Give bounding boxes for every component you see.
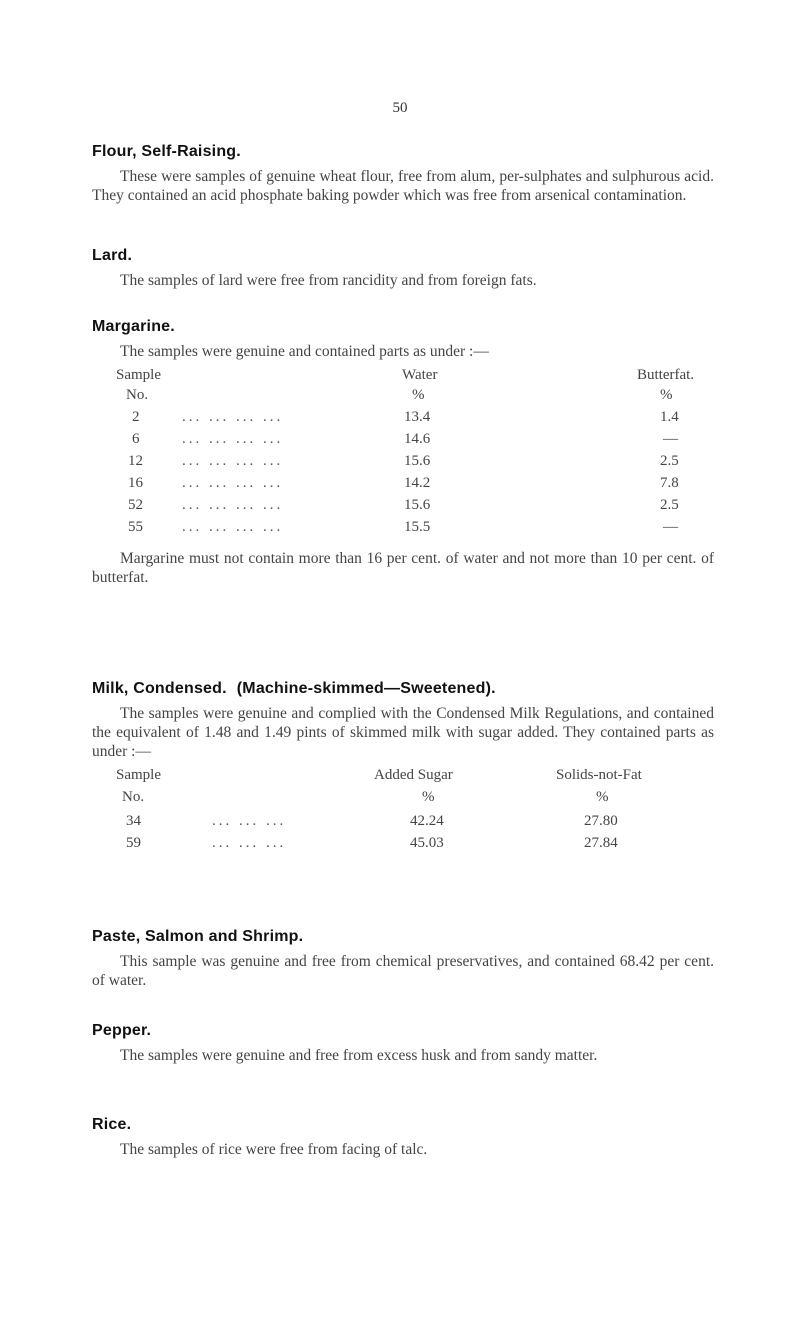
butterfat-value: — — [663, 519, 678, 535]
column-header: Sample — [116, 367, 161, 383]
dot-leader: ... ... ... — [212, 835, 287, 851]
table-milk — [92, 767, 714, 857]
heading-milk-title: Milk, Condensed. — [92, 680, 227, 697]
table-header-row — [92, 767, 714, 789]
table-row — [92, 453, 714, 475]
sample-number: 59 — [126, 835, 141, 851]
paragraph-margarine-note: Margarine must not contain more than 16 per cent. of water and not more than 10 per cent. of butterfat. — [92, 550, 714, 586]
heading-rice: Rice. — [92, 1116, 132, 1133]
table-row — [92, 813, 714, 835]
solids-not-fat-value: 27.80 — [584, 813, 618, 829]
paragraph-lard: The samples of lard were free from rancidity and from foreign fats. — [120, 272, 537, 289]
dot-leader: ... ... ... ... — [182, 475, 284, 491]
table-row — [92, 475, 714, 497]
paragraph-milk: The samples were genuine and complied with the Condensed Milk Regulations, and contained the equivalent of 1.48 and 1.49 pints of skimmed milk with sugar added. They contained parts as under :— — [92, 705, 714, 760]
paragraph-margarine-intro: The samples were genuine and contained parts as under :— — [120, 343, 489, 360]
dot-leader: ... ... ... — [212, 813, 287, 829]
butterfat-value: — — [663, 431, 678, 447]
table-subheader-row — [92, 387, 714, 409]
table-subheader-row — [92, 789, 714, 813]
column-header: Added Sugar — [374, 767, 453, 783]
dot-leader: ... ... ... ... — [182, 497, 284, 513]
sample-number: 12 — [128, 453, 143, 469]
section-margarine — [92, 318, 714, 587]
sample-number: 16 — [128, 475, 143, 491]
section-paste — [92, 928, 714, 990]
dot-leader: ... ... ... ... — [182, 409, 284, 425]
solids-not-fat-value: 27.84 — [584, 835, 618, 851]
butterfat-value: 1.4 — [660, 409, 679, 425]
table-row — [92, 497, 714, 519]
table-row — [92, 409, 714, 431]
sample-number: 52 — [128, 497, 143, 513]
heading-margarine: Margarine. — [92, 318, 175, 335]
water-value: 15.6 — [404, 497, 431, 513]
dot-leader: ... ... ... ... — [182, 453, 284, 469]
heading-milk-subtitle: (Machine-skimmed—Sweetened). — [236, 680, 496, 697]
butterfat-value: 2.5 — [660, 497, 679, 513]
butterfat-value: 2.5 — [660, 453, 679, 469]
table-row — [92, 519, 714, 541]
section-flour — [92, 143, 714, 205]
heading-milk — [92, 680, 714, 698]
sample-number: 6 — [132, 431, 140, 447]
page-number: 50 — [392, 100, 408, 116]
dot-leader: ... ... ... ... — [182, 519, 284, 535]
heading-flour: Flour, Self-Raising. — [92, 143, 241, 160]
paragraph-pepper: The samples were genuine and free from excess husk and from sandy matter. — [120, 1047, 598, 1064]
paragraph-paste: This sample was genuine and free from chemical preservatives, and contained 68.42 per cent. of water. — [92, 953, 714, 989]
section-pepper — [92, 1022, 714, 1065]
table-row — [92, 431, 714, 453]
water-value: 14.2 — [404, 475, 431, 491]
table-margarine — [92, 367, 714, 541]
sample-number: 34 — [126, 813, 141, 829]
water-value: 14.6 — [404, 431, 431, 447]
heading-pepper: Pepper. — [92, 1022, 152, 1039]
sample-number: 2 — [132, 409, 140, 425]
column-subheader: % — [596, 789, 609, 805]
paragraph-flour: These were samples of genuine wheat flour, free from alum, per-sulphates and sulphurous acid. They contained an acid phosphate baking powder which was free from arsenical contamination. — [92, 168, 714, 204]
paragraph-rice: The samples of rice were free from facing of talc. — [120, 1141, 428, 1158]
column-header: Butterfat. — [637, 367, 695, 383]
water-value: 15.6 — [404, 453, 431, 469]
column-subheader: % — [422, 789, 435, 805]
section-lard — [92, 247, 714, 290]
column-subheader: No. — [122, 789, 145, 805]
section-rice — [92, 1116, 714, 1159]
water-value: 13.4 — [404, 409, 431, 425]
column-subheader: % — [412, 387, 425, 403]
added-sugar-value: 42.24 — [410, 813, 444, 829]
heading-paste: Paste, Salmon and Shrimp. — [92, 928, 304, 945]
sample-number: 55 — [128, 519, 143, 535]
water-value: 15.5 — [404, 519, 431, 535]
column-header: Water — [402, 367, 438, 383]
table-row — [92, 835, 714, 857]
table-header-row — [92, 367, 714, 387]
column-header: Solids-not-Fat — [556, 767, 642, 783]
butterfat-value: 7.8 — [660, 475, 679, 491]
section-milk-condensed — [92, 680, 714, 857]
column-subheader: % — [660, 387, 673, 403]
dot-leader: ... ... ... ... — [182, 431, 284, 447]
heading-lard: Lard. — [92, 247, 133, 264]
column-subheader: No. — [126, 387, 149, 403]
added-sugar-value: 45.03 — [410, 835, 444, 851]
column-header: Sample — [116, 767, 161, 783]
